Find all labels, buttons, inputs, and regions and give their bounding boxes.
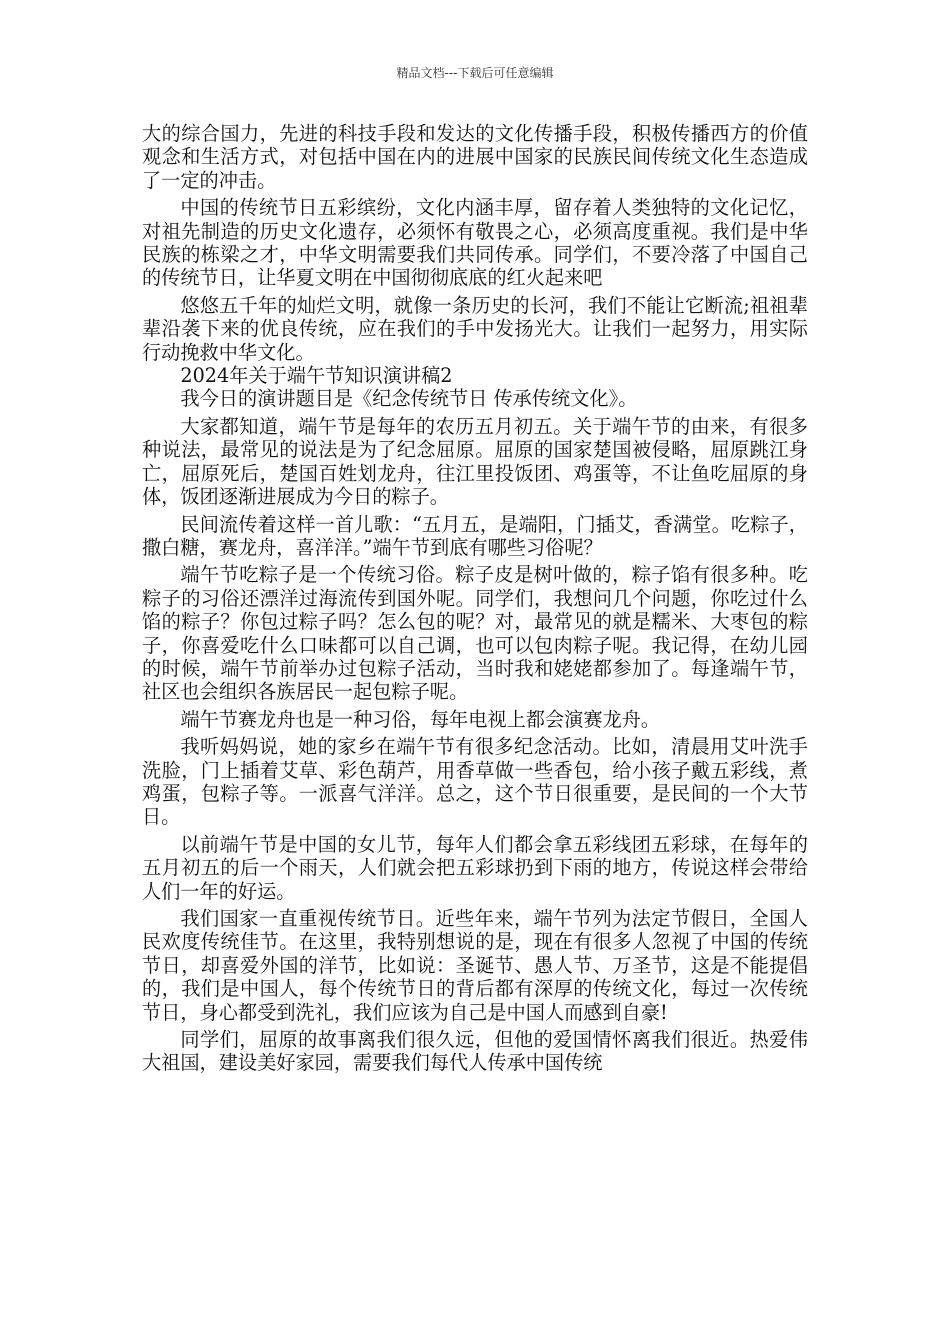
document-body: [142, 122, 808, 1075]
page-header: 精品文档---下载后可任意编辑: [396, 66, 554, 80]
paragraph: 端午节吃粽子是一个传统习俗。粽子皮是树叶做的，粽子馅有很多种。吃粽子的习俗还漂洋过海流传到国外呢。同学们，我想问几个问题，你吃过什么馅的粽子？你包过粽子吗？怎么包的呢？对，最常见的就是糯米、大枣包的粽子，你喜爱吃什么口味都可以自己调，也可以包肉粽子呢。我记得，在幼儿园的时候，端午节前举办过包粽子活动，当时我和姥姥都参加了。每逢端午节，社区也会组织各族居民一起包粽子呢。: [142, 563, 808, 704]
paragraph: 端午节赛龙舟也是一种习俗，每年电视上都会演赛龙舟。: [180, 707, 661, 731]
paragraph: 大家都知道，端午节是每年的农历五月初五。关于端午节的由来，有很多种说法，最常见的说法是为了纪念屈原。屈原的国家楚国被侵略，屈原跳江身亡，屈原死后，楚国百姓划龙舟，往江里投饭团、鸡蛋等，不让鱼吃屈原的身体，饭团逐渐进展成为今日的粽子。: [142, 414, 808, 509]
paragraph: 我听妈妈说，她的家乡在端午节有很多纪念活动。比如，清晨用艾叶洗手洗脸，门上插着艾草、彩色葫芦，用香草做一些香包，给小孩子戴五彩线，煮鸡蛋，包粽子等。一派喜气洋洋。总之，这个节日很重要，是民间的一个大节日。: [142, 735, 808, 829]
paragraph: 民间流传着这样一首儿歌：“五月五，是端阳，门插艾，香满堂。吃粽子，撒白糖，赛龙舟，喜洋洋。”端午节到底有哪些习俗呢？: [142, 512, 808, 559]
paragraph: 我们国家一直重视传统节日。近些年来，端午节列为法定节假日，全国人民欢度传统佳节。在这里，我特别想说的是，现在有很多人忽视了中国的传统节日，却喜爱外国的洋节，比如说：圣诞节、愚人节、万圣节，这是不能提倡的，我们是中国人，每个传统节日的背后都有深厚的传统文化，每过一次传统节日，身心都受到洗礼，我们应该为自己是中国人而感到自豪!: [142, 907, 808, 1024]
paragraph: 我今日的演讲题目是《纪念传统节日 传承传统文化》。: [180, 387, 638, 411]
section-heading: 2024年关于端午节知识演讲稿2: [180, 364, 453, 388]
paragraph: 以前端午节是中国的女儿节，每年人们都会拿五彩线团五彩球，在每年的五月初五的后一个雨天，人们就会把五彩球扔到下雨的地方，传说这样会带给人们一年的好运。: [142, 832, 808, 903]
paragraph: 悠悠五千年的灿烂文明，就像一条历史的长河，我们不能让它断流;祖祖辈辈沿袭下来的优良传统，应在我们的手中发扬光大。让我们一起努力，用实际行动挽救中华文化。: [142, 293, 808, 364]
paragraph: 大的综合国力，先进的科技手段和发达的文化传播手段，积极传播西方的价值观念和生活方式，对包括中国在内的进展中国家的民族民间传统文化生态造成了一定的冲击。: [142, 122, 808, 192]
paragraph: 同学们，屈原的故事离我们很久远，但他的爱国情怀离我们很近。热爱伟大祖国，建设美好家园，需要我们每代人传承中国传统: [142, 1028, 808, 1075]
paragraph: 中国的传统节日五彩缤纷，文化内涵丰厚，留存着人类独特的文化记忆，对祖先制造的历史文化遗存，必须怀有敬畏之心，必须高度重视。我们是中华民族的栋梁之才，中华文明需要我们共同传承。同学们，不要冷落了中国自己的传统节日，让华夏文明在中国彻彻底底的红火起来吧: [142, 196, 808, 290]
